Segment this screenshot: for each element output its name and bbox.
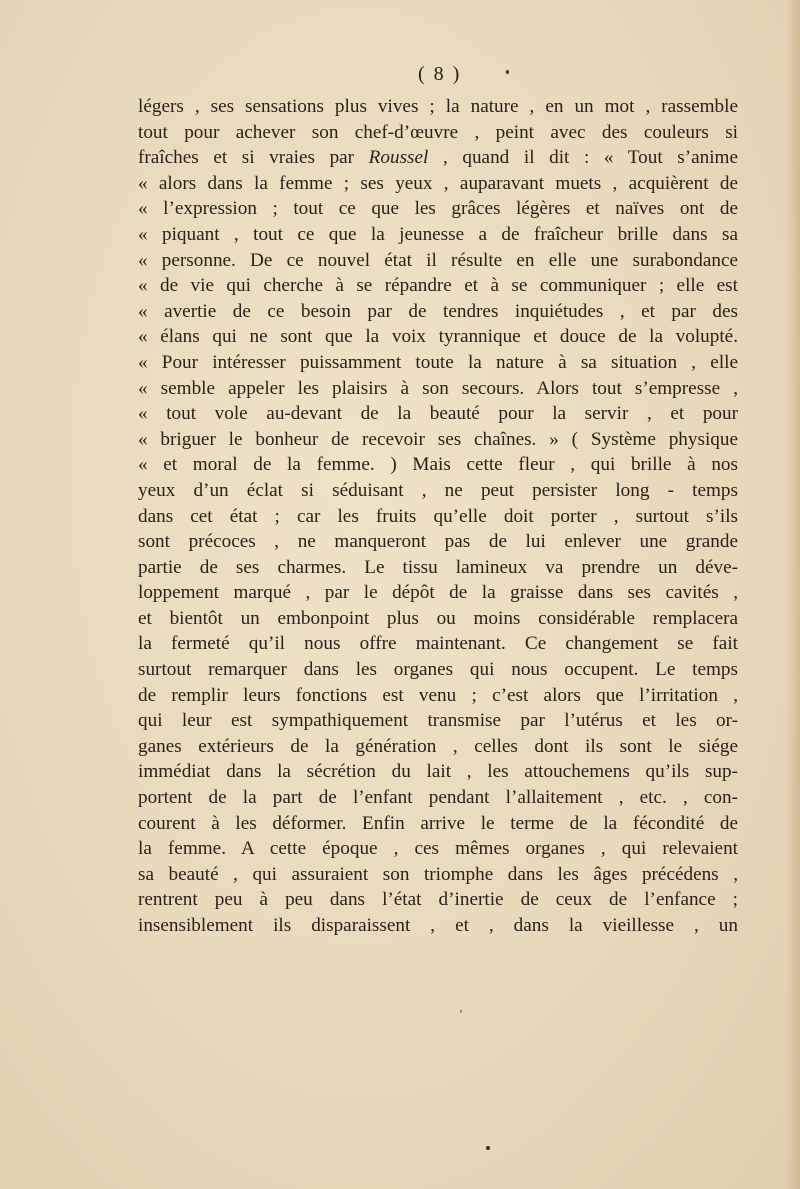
- text-line: insensiblement ils disparaissent , et , dans la vieillesse , un: [138, 915, 738, 936]
- body-text: [138, 94, 738, 939]
- text-line: fraîches et si vraies par Roussel , quand il dit : « Tout s’anime: [138, 147, 738, 169]
- text-line: rentrent peu à peu dans l’état d’inertie de ceux de l’enfance ;: [138, 889, 738, 911]
- page-edge-shadow: [786, 0, 800, 1189]
- text-line: « l’expression ; tout ce que les grâces légères et naïves ont de: [138, 198, 738, 220]
- text-line: « de vie qui cherche à se répandre et à se communiquer ; elle est: [138, 275, 738, 297]
- text-line: sa beauté , qui assuraient son triomphe dans les âges précédens ,: [138, 863, 738, 885]
- text-line: « tout vole au-devant de la beauté pour la servir , et pour: [138, 403, 738, 425]
- text-line: de remplir leurs fonctions est venu ; c’est alors que l’irritation ,: [138, 684, 738, 706]
- text-line: « piquant , tout ce que la jeunesse a de fraîcheur brille dans sa: [138, 223, 738, 245]
- page-number: ( 8 ): [418, 63, 462, 85]
- text-line: tout pour achever son chef-d’œuvre , peint avec des couleurs si: [138, 121, 738, 143]
- ink-speck: [460, 1010, 462, 1013]
- text-line: « briguer le bonheur de recevoir ses chaînes. » ( Système physique: [138, 428, 738, 450]
- text-line: qui leur est sympathiquement transmise par l’utérus et les or-: [138, 710, 738, 732]
- text-line: portent de la part de l’enfant pendant l’allaitement , etc. , con-: [138, 787, 738, 809]
- text-line: la femme. A cette époque , ces mêmes organes , qui relevaient: [138, 838, 738, 860]
- text-line: « et moral de la femme. ) Mais cette fleur , qui brille à nos: [138, 454, 738, 476]
- author-name: Roussel: [368, 147, 429, 169]
- ink-speck: [486, 1146, 490, 1150]
- ink-speck: [506, 70, 509, 74]
- text-line: ganes extérieurs de la génération , celles dont ils sont le siége: [138, 735, 738, 757]
- text-line: courent à les déformer. Enfin arrive le terme de la fécondité de: [138, 812, 738, 834]
- text-line: légers , ses sensations plus vives ; la nature , en un mot , rassemble: [138, 96, 738, 117]
- text-line: « Pour intéresser puissamment toute la nature à sa situation , elle: [138, 351, 738, 373]
- text-line: la fermeté qu’il nous offre maintenant. Ce changement se fait: [138, 633, 738, 655]
- text-line: dans cet état ; car les fruits qu’elle doit porter , surtout s’ils: [138, 505, 738, 527]
- text-line: « avertie de ce besoin par de tendres inquiétudes , et par des: [138, 300, 738, 322]
- text-line: yeux d’un éclat si séduisant , ne peut persister long - temps: [138, 479, 738, 501]
- text-line: « élans qui ne sont que la voix tyrannique et douce de la volupté.: [138, 326, 738, 348]
- text-line: immédiat dans la sécrétion du lait , les attouchemens qu’ils sup-: [138, 761, 738, 783]
- text-line: sont précoces , ne manqueront pas de lui enlever une grande: [138, 531, 738, 553]
- text-line: et bientôt un embonpoint plus ou moins considérable remplacera: [138, 607, 738, 629]
- text-line: « personne. De ce nouvel état il résulte en elle une surabondance: [138, 249, 738, 271]
- text-line: surtout remarquer dans les organes qui nous occupent. Le temps: [138, 659, 738, 681]
- text-line: partie de ses charmes. Le tissu lamineux va prendre un déve-: [138, 556, 738, 578]
- text-line: loppement marqué , par le dépôt de la graisse dans ses cavités ,: [138, 582, 738, 604]
- text-line: « semble appeler les plaisirs à son secours. Alors tout s’empresse ,: [138, 377, 738, 399]
- text-line: « alors dans la femme ; ses yeux , auparavant muets , acquièrent de: [138, 172, 738, 194]
